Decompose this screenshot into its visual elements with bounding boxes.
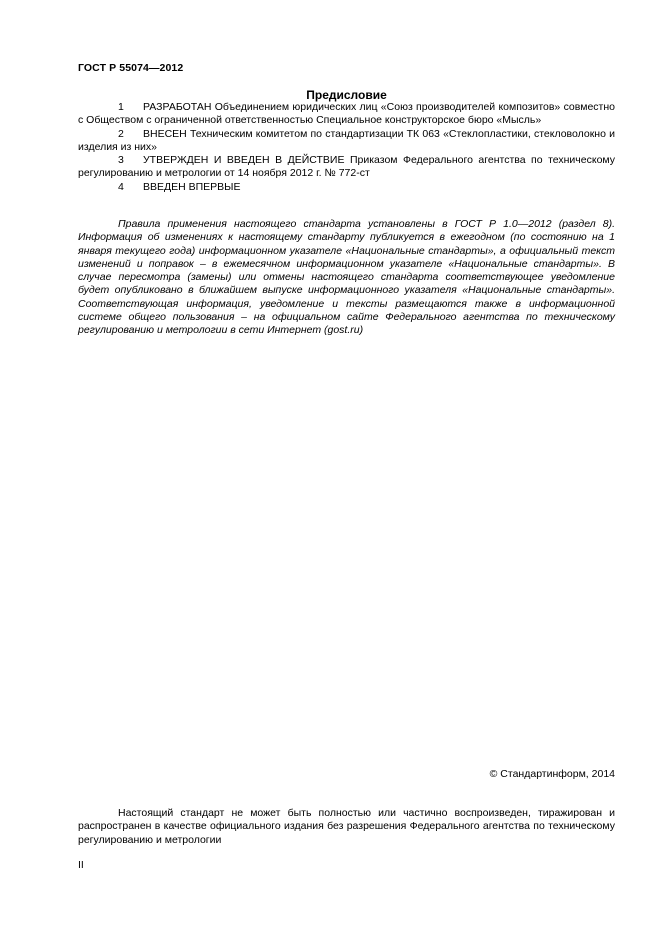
copyright-line: © Стандартинформ, 2014 [489, 768, 615, 780]
preface-item-1 [78, 101, 615, 128]
reproduction-notice: Настоящий стандарт не может быть полностью или частично воспроизведен, тиражирован и распространен в качестве официального издания без разрешения Федерального агентства по техническому регулированию и метрологии [78, 807, 615, 846]
preface-item-text: УТВЕРЖДЕН И ВВЕДЕН В ДЕЙСТВИЕ Приказом Федерального агентства по техническому регулированию и метрологии от 14 ноября 2012 г. № 772-ст [78, 154, 615, 180]
page-number: II [78, 859, 84, 871]
preface-item-4 [78, 181, 615, 194]
preface-item-number: 4 [118, 180, 124, 193]
preface-items [78, 101, 615, 194]
preface-title: Предисловие [306, 88, 387, 102]
rules-paragraph: Правила применения настоящего стандарта установлены в ГОСТ Р 1.0—2012 (раздел 8). Информация об изменениях к настоящему стандарту публикуется в ежегодном (по состоянию на 1 января текущего года) информационном указателе «Национальные стандарты», а официальный текст изменений и поправок – в ежемесячном информационном указателе «Национальные стандарты». В случае пересмотра (замены) или отмены настоящего стандарта соответствующее уведомление будет опубликовано в ближайшем выпуске информационного указателя «Национальные стандарты». Соответствующая информация, уведомление и тексты размещаются также в информационной системе общего пользования – на официальном сайте Федерального агентства по техническому регулированию и метрологии в сети Интернет (gost.ru) [78, 218, 615, 337]
preface-item-number: 1 [118, 101, 124, 113]
preface-item-number: 3 [118, 154, 124, 167]
preface-item-3 [78, 154, 615, 181]
standard-code-header: ГОСТ Р 55074—2012 [78, 62, 184, 74]
preface-item-2 [78, 128, 615, 155]
preface-item-number: 2 [118, 127, 124, 140]
preface-item-text: ВНЕСЕН Техническим комитетом по стандартизации ТК 063 «Стеклопластики, стекловолокно и изделия из них» [78, 127, 615, 153]
preface-item-text: РАЗРАБОТАН Объединением юридических лиц «Союз производителей композитов» совместно с Обществом с ограниченной ответственностью Специальное конструкторское бюро «Мысль» [78, 101, 615, 127]
preface-item-text: ВВЕДЕН ВПЕРВЫЕ [143, 180, 241, 193]
